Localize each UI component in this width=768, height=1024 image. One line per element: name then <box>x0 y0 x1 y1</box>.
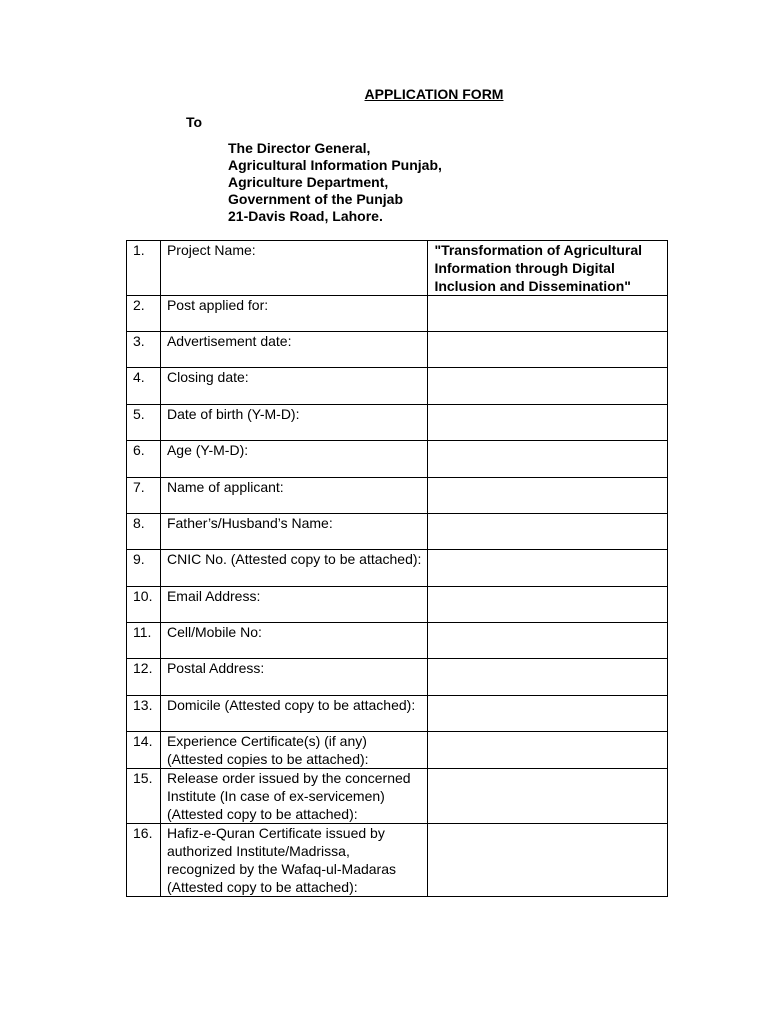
field-label <box>160 332 427 368</box>
field-label <box>160 296 427 332</box>
form-row <box>127 587 668 623</box>
address-line: Agriculture Department, <box>228 174 389 190</box>
answer-field[interactable] <box>428 441 668 478</box>
field-label <box>160 368 427 405</box>
answer-field[interactable] <box>428 824 668 897</box>
field-label-line: Hafiz-e-Quran Certificate issued by <box>166 825 385 841</box>
field-label-line: Post applied for: <box>166 297 269 313</box>
answer-field[interactable] <box>428 405 668 441</box>
answer-field[interactable] <box>428 696 668 732</box>
form-row <box>127 441 668 478</box>
answer-field[interactable] <box>428 587 668 623</box>
field-label-line: (Attested copies to be attached): <box>166 751 369 767</box>
form-title: APPLICATION FORM <box>364 86 504 102</box>
address-line: The Director General, <box>228 140 371 156</box>
field-label <box>160 550 427 587</box>
form-row <box>127 405 668 441</box>
row-number: 1. <box>127 241 161 296</box>
field-label <box>160 478 427 514</box>
field-label <box>160 241 427 296</box>
field-label-line: Release order issued by the concerned <box>166 770 411 786</box>
field-label-line: Cell/Mobile No: <box>166 624 262 640</box>
field-label-line: Advertisement date: <box>166 333 292 349</box>
answer-field[interactable] <box>428 514 668 550</box>
form-row <box>127 696 668 732</box>
form-row <box>127 296 668 332</box>
form-row <box>127 659 668 696</box>
field-label <box>160 587 427 623</box>
form-row <box>127 623 668 659</box>
field-label-line: Experience Certificate(s) (if any) <box>166 733 367 749</box>
row-number: 7. <box>127 478 161 514</box>
form-row <box>127 478 668 514</box>
row-number: 10. <box>127 587 161 623</box>
field-label <box>160 696 427 732</box>
field-label-line: (Attested copy to be attached): <box>166 806 358 822</box>
form-row <box>127 824 668 897</box>
form-row <box>127 368 668 405</box>
row-number: 2. <box>127 296 161 332</box>
field-label <box>160 405 427 441</box>
field-label-line: (Attested copy to be attached): <box>166 879 358 895</box>
answer-field[interactable] <box>428 478 668 514</box>
form-row <box>127 514 668 550</box>
field-label-line: Closing date: <box>166 369 249 385</box>
row-number: 4. <box>127 368 161 405</box>
field-label-line: Age (Y-M-D): <box>166 442 249 458</box>
row-number: 8. <box>127 514 161 550</box>
field-label-line: Postal Address: <box>166 660 265 676</box>
field-label-line: recognized by the Wafaq-ul-Madaras <box>166 861 397 877</box>
field-label-line: Institute (In case of ex-servicemen) <box>166 788 385 804</box>
answer-field[interactable] <box>428 550 668 587</box>
row-number: 15. <box>127 769 161 824</box>
address-line: Government of the Punjab <box>228 191 404 207</box>
answer-field[interactable] <box>428 732 668 769</box>
form-row <box>127 769 668 824</box>
field-label <box>160 824 427 897</box>
answer-field[interactable] <box>428 769 668 824</box>
recipient-address <box>228 140 442 225</box>
answer-field[interactable] <box>428 296 668 332</box>
field-label-line: Name of applicant: <box>166 479 284 495</box>
field-label <box>160 659 427 696</box>
form-row <box>127 241 668 296</box>
field-label <box>160 732 427 769</box>
form-row <box>127 732 668 769</box>
row-number: 3. <box>127 332 161 368</box>
field-label <box>160 441 427 478</box>
row-number: 12. <box>127 659 161 696</box>
answer-field[interactable] <box>428 368 668 405</box>
row-number: 11. <box>127 623 161 659</box>
field-label-line: CNIC No. (Attested copy to be attached): <box>166 551 422 567</box>
answer-field[interactable] <box>428 623 668 659</box>
project-name-value: "Transformation of Agricultural Information through Digital Inclusion and Dissemination" <box>428 241 668 296</box>
field-label-line: Father’s/Husband’s Name: <box>166 515 333 531</box>
field-label-line: Domicile (Attested copy to be attached): <box>166 697 416 713</box>
application-form-table <box>126 240 668 897</box>
field-label <box>160 514 427 550</box>
row-number: 14. <box>127 732 161 769</box>
field-label-line: Email Address: <box>166 588 261 604</box>
row-number: 16. <box>127 824 161 897</box>
row-number: 5. <box>127 405 161 441</box>
row-number: 13. <box>127 696 161 732</box>
answer-field[interactable] <box>428 659 668 696</box>
salutation-to: To <box>186 114 203 130</box>
row-number: 9. <box>127 550 161 587</box>
address-line: Agricultural Information Punjab, <box>228 157 442 173</box>
field-label <box>160 623 427 659</box>
form-row <box>127 332 668 368</box>
address-line: 21-Davis Road, Lahore. <box>228 208 383 224</box>
field-label-line: Project Name: <box>166 242 256 258</box>
field-label-line: authorized Institute/Madrissa, <box>166 843 350 859</box>
answer-field[interactable] <box>428 332 668 368</box>
form-row <box>127 550 668 587</box>
field-label <box>160 769 427 824</box>
row-number: 6. <box>127 441 161 478</box>
field-label-line: Date of birth (Y-M-D): <box>166 406 300 422</box>
